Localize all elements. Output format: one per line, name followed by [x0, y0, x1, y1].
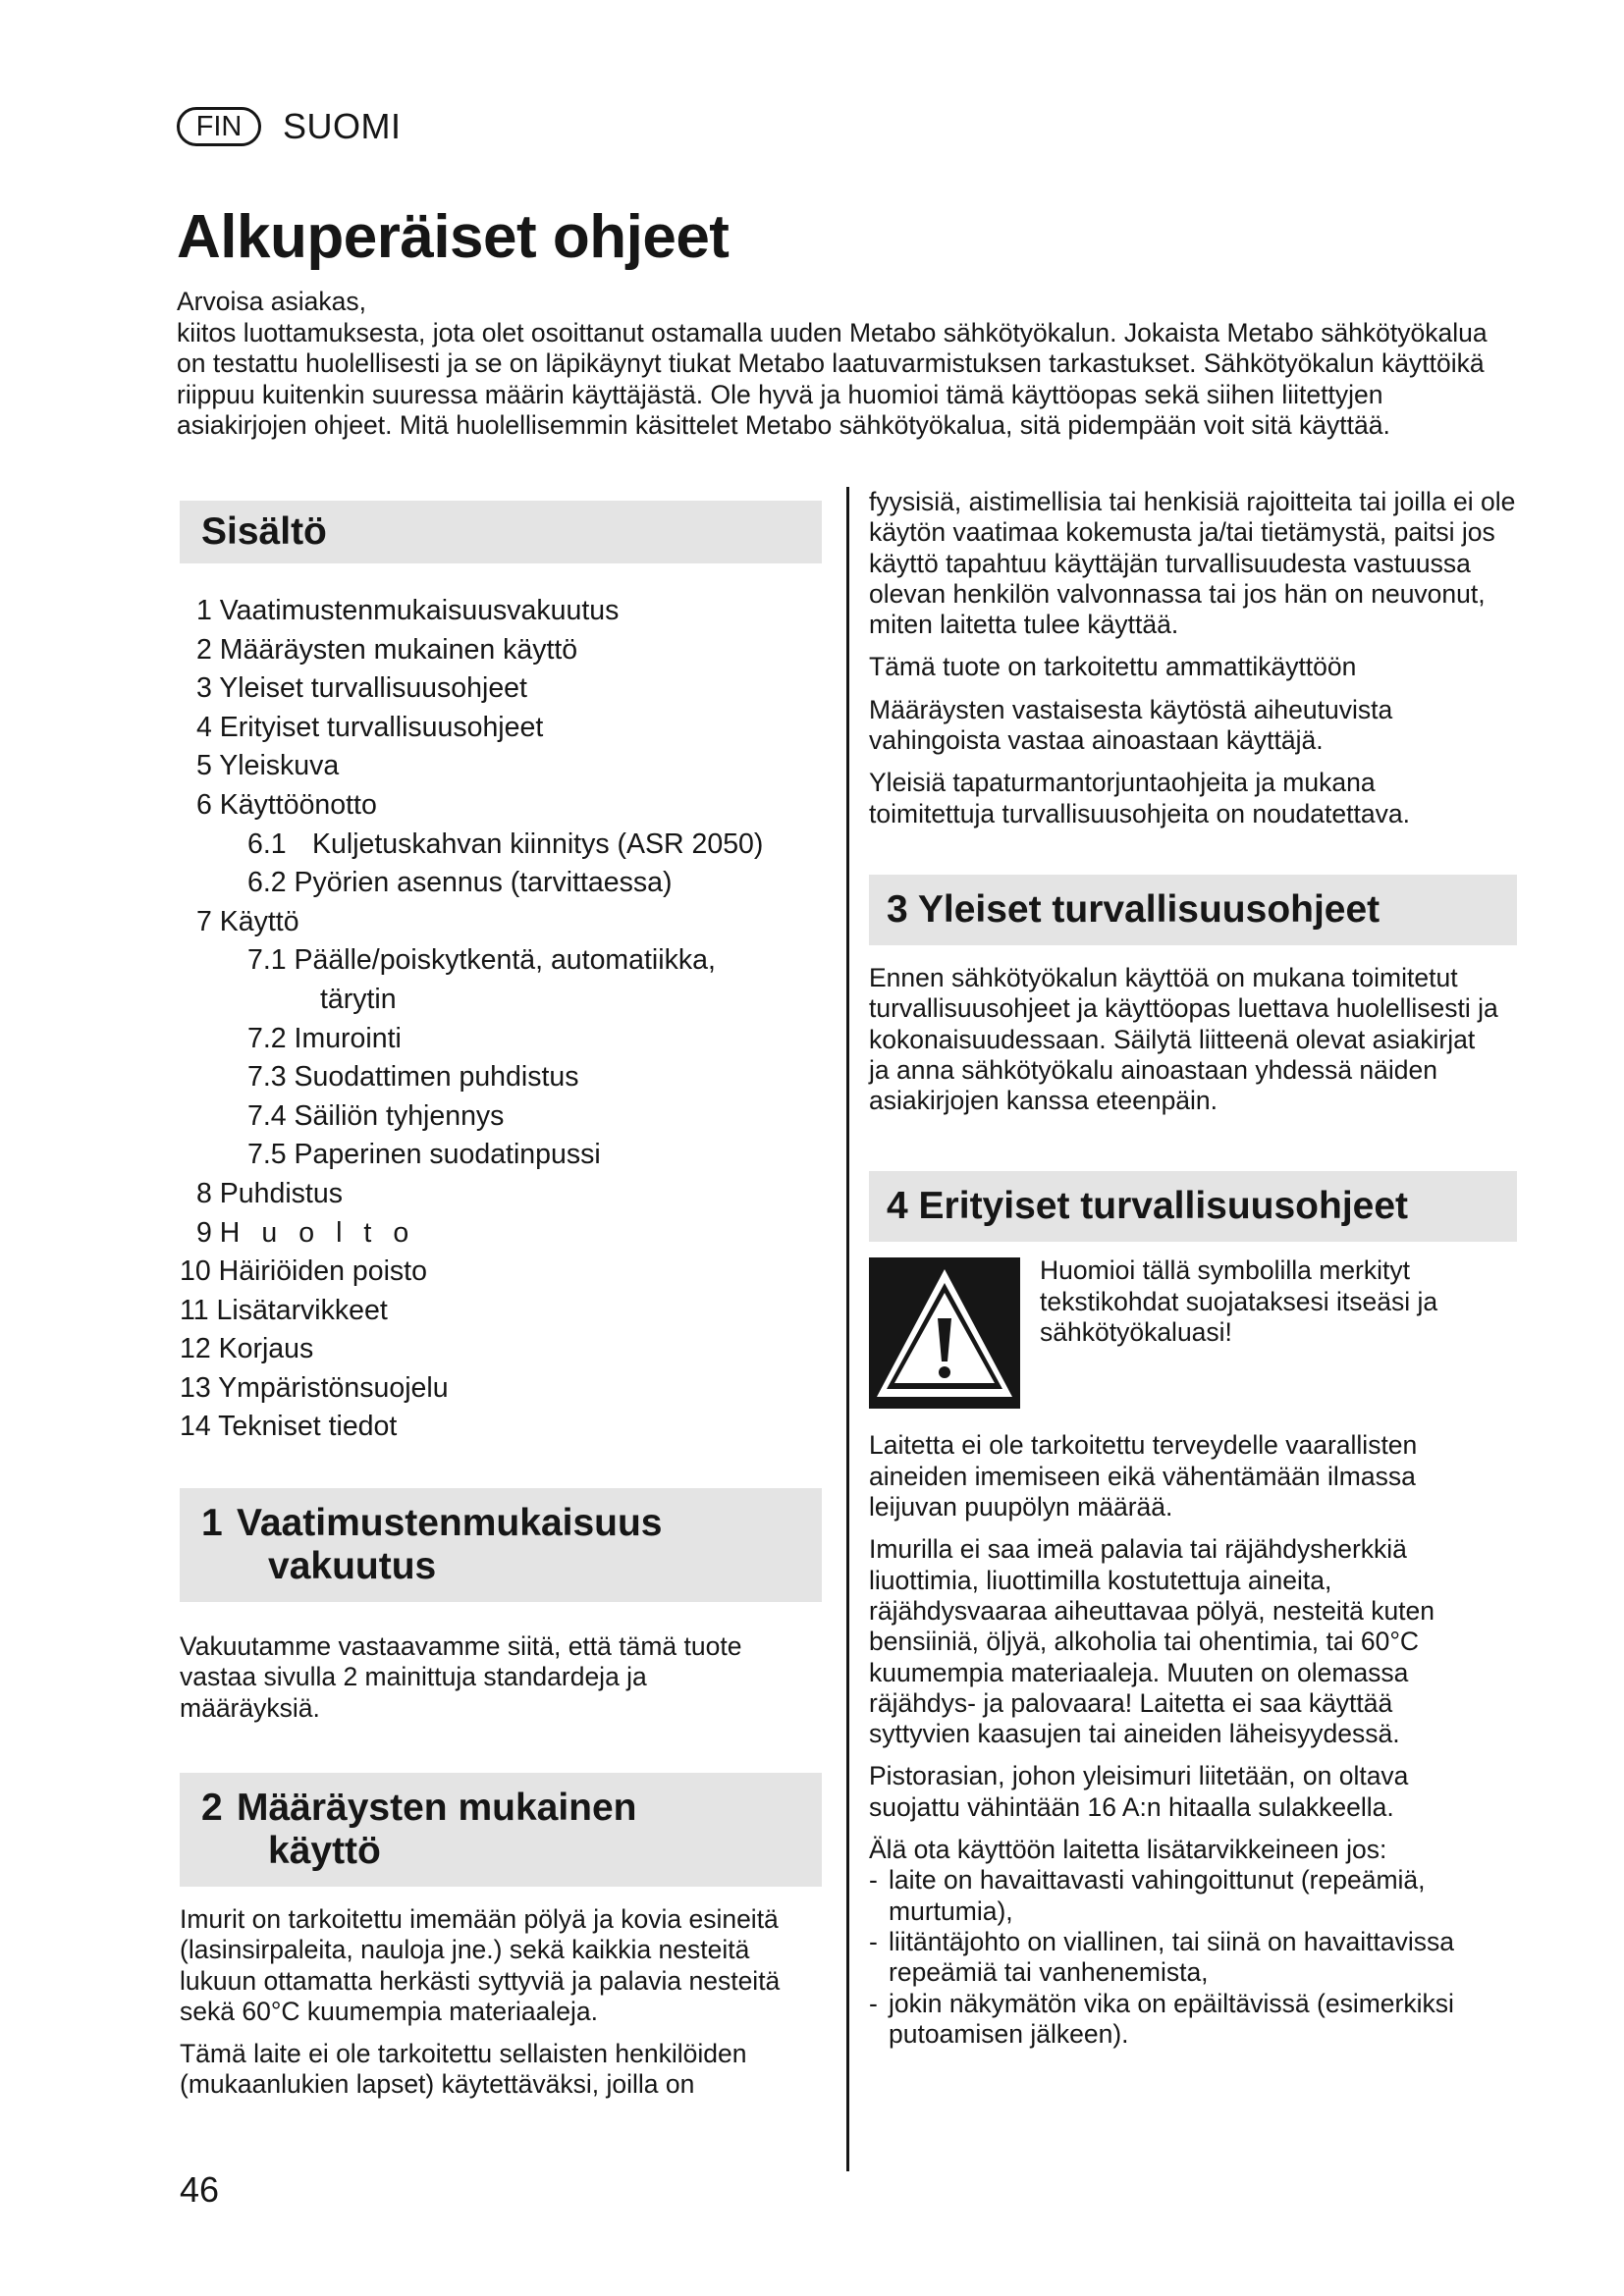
toc-item[interactable]: 6 Käyttöönotto	[196, 788, 377, 821]
toc-item[interactable]: 5 Yleiskuva	[196, 750, 340, 782]
section-4-list	[869, 1865, 1507, 2050]
intro-body: kiitos luottamuksesta, jota olet osoittanut ostamalla uuden Metabo sähkötyökalun. Jokaista Metabo sähkötyökalua on testattu huolellisesti ja se on läpikäynyt tiukat Metabo laatuvarmistuksen tarkastukset. Sähkötyökalun käyttöikä riippuu kuitenkin suuressa määrin käyttäjästä. Ole hyvä ja huomioi tämä käyttöopas sekä siihen liitettyjen asiakirjojen ohjeet. Mitä huolellisemmin käsittelet Metabo sähkötyökalua, sitä pidempään voit sitä käyttää.	[177, 317, 1488, 440]
section-1-heading-line1: Vaatimustenmukaisuus	[237, 1502, 663, 1545]
section-2-p2-continued: fyysisiä, aistimellisia tai henkisiä rajoitteita tai joilla ei ole käytön vaatimaa kokemusta ja/tai tietämystä, paitsi jos käyttö tapahtuu käyttäjän turvallisuudesta vastuussa olevan henkilön valvonnassa tai jos hän on neuvonut, miten laitetta tulee käyttää.	[869, 487, 1516, 640]
toc-item[interactable]: 9 Huolto	[196, 1216, 431, 1249]
toc-item[interactable]: 3 Yleiset turvallisuusohjeet	[196, 672, 527, 705]
toc-item[interactable]: 4 Erityiset turvallisuusohjeet	[196, 711, 544, 743]
toc-item[interactable]: 2 Määräysten mukainen käyttö	[196, 633, 578, 666]
toc-item[interactable]: 14 Tekniset tiedot	[180, 1411, 398, 1443]
section-2-p1: Imurit on tarkoitettu imemään pölyä ja kovia esineitä (lasinsirpaleita, nauloja jne.) sekä kaikkia nesteitä lukuun ottamatta herkästi syttyviä ja palavia nesteitä sekä 60°C kuumempia materiaaleja.	[180, 1903, 781, 2026]
section-2-heading-line1: Määräysten mukainen	[237, 1786, 637, 1829]
section-2-p4: Määräysten vastaisesta käytöstä aiheutuvista vahingoista vastaa ainoastaan käyttäjä.	[869, 694, 1393, 756]
language-header	[177, 106, 402, 147]
section-4-p4: Älä ota käyttöön laitetta lisätarvikkeineen jos:	[869, 1835, 1387, 1865]
list-item: - laite on havaittavasti vahingoittunut (repeämiä, murtumia),	[869, 1865, 1426, 1926]
toc-item[interactable]: 13 Ympäristönsuojelu	[180, 1371, 449, 1404]
toc-item[interactable]: 6.1 Kuljetuskahvan kiinnitys (ASR 2050)	[247, 828, 764, 860]
section-3-heading: 3 Yleiset turvallisuusohjeet	[869, 875, 1517, 945]
section-1-body: Vakuutamme vastaavamme siitä, että tämä tuote vastaa sivulla 2 mainittuja standardeja ja määräyksiä.	[180, 1631, 742, 1723]
toc-item[interactable]: 8 Puhdistus	[196, 1177, 343, 1209]
toc-item[interactable]: 10 Häiriöiden poisto	[180, 1255, 427, 1288]
left-column	[180, 501, 822, 2101]
toc-heading: Sisältö	[180, 501, 822, 563]
section-4-p1: Laitetta ei ole tarkoitettu terveydelle vaarallisten aineiden imemiseen eikä vähentämään ilmassa leijuvan puupölyn määrää.	[869, 1430, 1418, 1522]
list-item: - jokin näkymätön vika on epäiltävissä (esimerkiksi putoamisen jälkeen).	[869, 1988, 1454, 2049]
section-2-p5: Yleisiä tapaturmantorjuntaohjeita ja mukana toimitettuja turvallisuusohjeita on noudatettava.	[869, 768, 1410, 828]
section-1-heading: 1 Vaatimustenmukaisuus vakuutus	[180, 1488, 822, 1602]
toc-item[interactable]: 7.2 Imurointi	[247, 1022, 402, 1054]
column-divider	[846, 487, 849, 2171]
warning-box	[869, 1257, 1517, 1409]
toc-item[interactable]: 7.5 Paperinen suodatinpussi	[247, 1139, 601, 1171]
section-4-heading: 4 Erityiset turvallisuusohjeet	[869, 1171, 1517, 1242]
language-badge: FIN	[177, 107, 261, 146]
section-2-heading-line2: käyttö	[268, 1829, 381, 1872]
section-2-p3: Tämä tuote on tarkoitettu ammattikäyttöön	[869, 652, 1357, 682]
right-column	[869, 487, 1517, 2050]
toc-item[interactable]: 7.1 Päälle/poiskytkentä, automatiikka,	[247, 944, 716, 977]
table-of-contents	[180, 592, 822, 1447]
intro	[177, 287, 1512, 442]
toc-item[interactable]: 11 Lisätarvikkeet	[180, 1294, 388, 1326]
warning-text: Huomioi tällä symbolilla merkityt tekstikohdat suojataksesi itseäsi ja sähkötyökaluasi!	[1040, 1255, 1438, 1348]
toc-item[interactable]: 6.2 Pyörien asennus (tarvittaessa)	[247, 867, 673, 899]
language-name: SUOMI	[283, 106, 402, 146]
toc-item[interactable]: 12 Korjaus	[180, 1333, 314, 1365]
page-title: Alkuperäiset ohjeet	[177, 203, 730, 271]
toc-item[interactable]: 7 Käyttö	[196, 905, 299, 937]
list-item: - liitäntäjohto on viallinen, tai siinä on havaittavissa repeämiä tai vanhenemista,	[869, 1926, 1454, 1988]
section-2-heading: 2 Määräysten mukainen käyttö	[180, 1773, 822, 1887]
section-2-p2: Tämä laite ei ole tarkoitettu sellaisten henkilöiden (mukaanlukien lapset) käytettäväksi, joilla on	[180, 2039, 747, 2100]
toc-item[interactable]: 7.3 Suodattimen puhdistus	[247, 1061, 579, 1094]
section-3-body: Ennen sähkötyökalun käyttöä on mukana toimitetut turvallisuusohjeet ja käyttöopas luettava huolellisesti ja kokonaisuudessaan. Säilytä liitteenä olevat asiakirjat ja anna sähkötyökalu ainoastaan yhdessä näiden asiakirjojen kanssa eteenpäin.	[869, 962, 1498, 1116]
section-4-p3: Pistorasian, johon yleisimuri liitetään, on oltava suojattu vähintään 16 A:n hitaalla sulakkeella.	[869, 1761, 1409, 1822]
warning-triangle-icon	[869, 1257, 1020, 1409]
section-4-p2: Imurilla ei saa imeä palavia tai räjähdysherkkiä liuottimia, liuottimilla kostutettuja aineita, räjähdysvaaraa aiheuttavaa pölyä, nesteitä kuten bensiiniä, öljyä, alkoholia tai ohentimia, tai 60°C kuumempia materiaaleja. Muuten on olemassa räjähdys- ja palovaara! Laitetta ei saa käyttää syttyvien kaasujen tai aineiden läheisyydessä.	[869, 1534, 1435, 1749]
intro-greeting: Arvoisa asiakas,	[177, 287, 366, 316]
toc-item-continuation: tärytin	[320, 983, 397, 1015]
page-number: 46	[180, 2169, 220, 2210]
toc-item[interactable]: 7.4 Säiliön tyhjennys	[247, 1099, 505, 1132]
toc-item[interactable]: 1 Vaatimustenmukaisuusvakuutus	[196, 595, 620, 626]
section-1-heading-line2: vakuutus	[268, 1545, 437, 1588]
